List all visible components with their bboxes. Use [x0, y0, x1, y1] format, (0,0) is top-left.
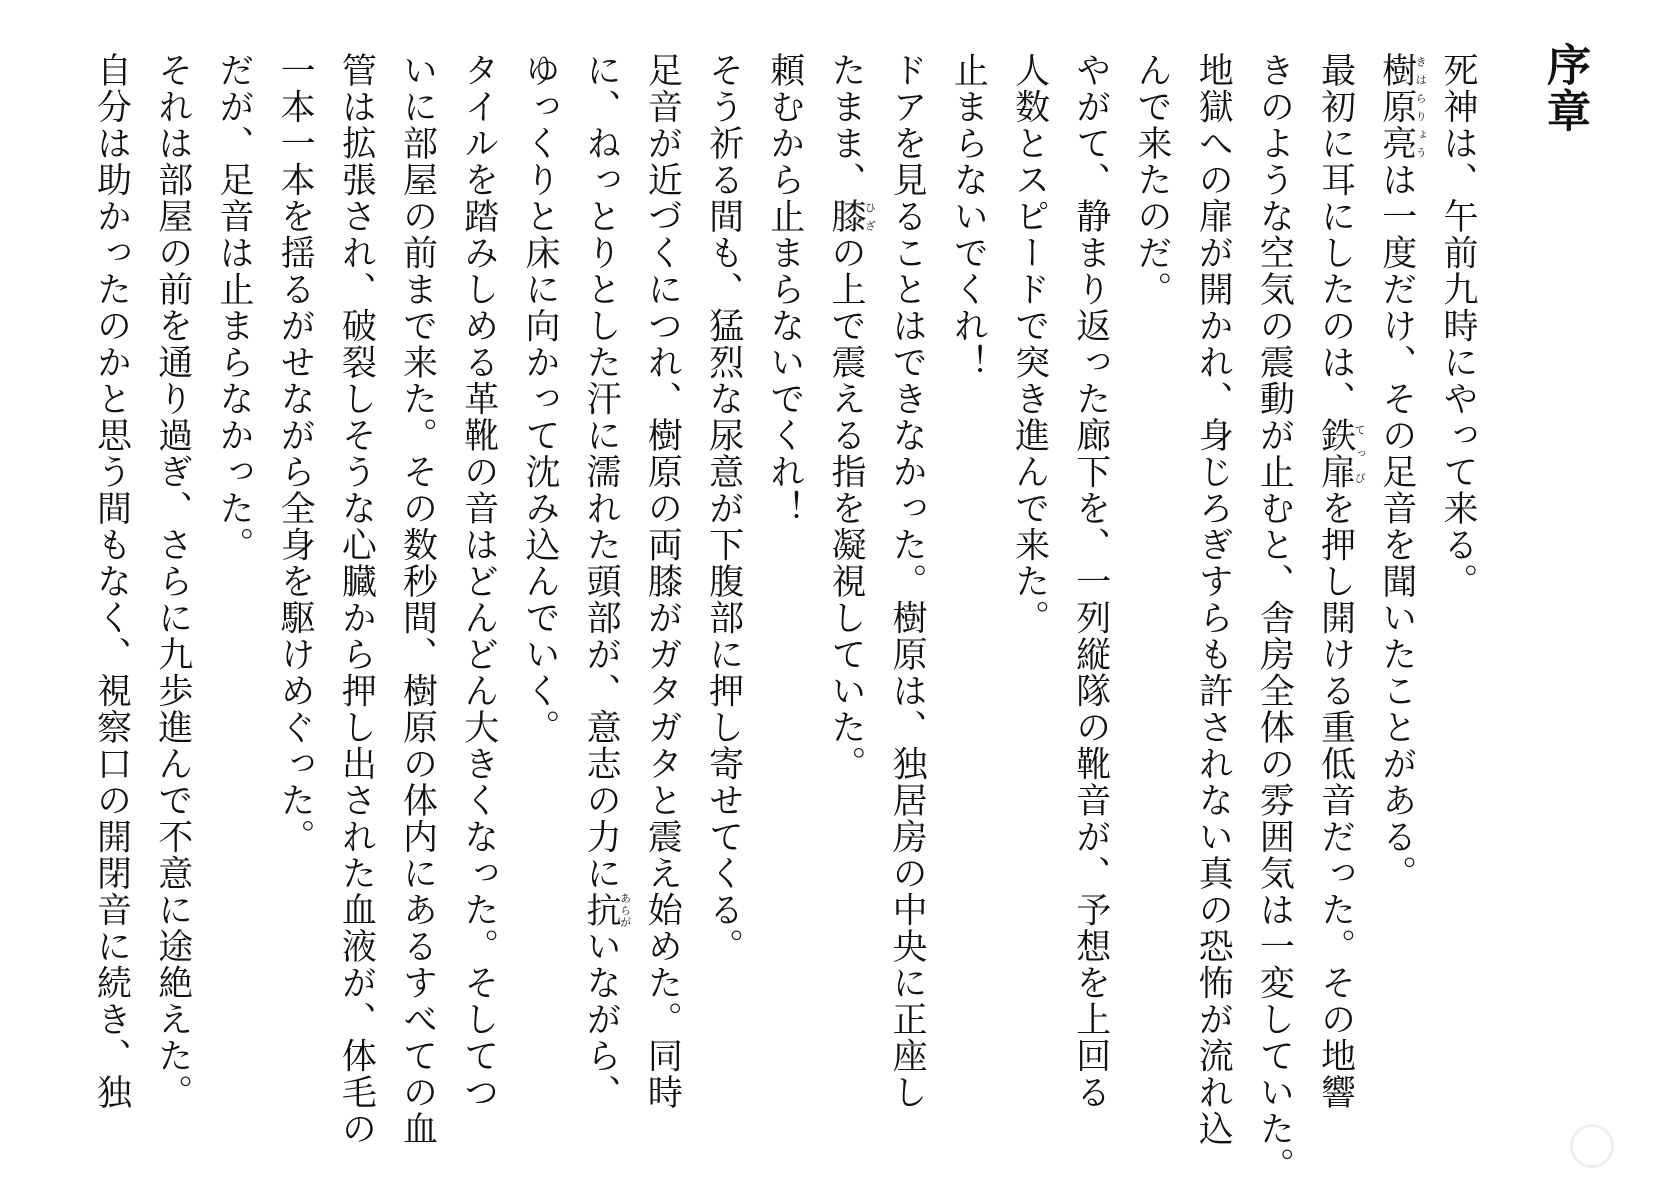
ruby-reading: てっぴ	[1353, 417, 1367, 490]
text-line	[631, 52, 692, 1122]
text-line	[203, 52, 264, 1122]
line-text: ゆっくりと床に向かって沈み込んでいく。	[519, 52, 560, 746]
line-text: 人数とスピードで突き進んで来た。	[1009, 52, 1050, 636]
text-line	[264, 52, 325, 1122]
line-text: 足音が近づくにつれ、樹原の両膝がガタガタと震え始めた。同時	[642, 52, 683, 1111]
ruby-annotated-word	[581, 891, 632, 929]
text-line	[1243, 52, 1304, 1184]
ruby-base: 鉄扉	[1315, 417, 1356, 490]
line-text: それは部屋の前を通り過ぎ、さらに九歩進んで不意に途絶えた。	[152, 52, 193, 1111]
line-text: ドアを見ることはできなかった。樹原は、独居房の中央に正座し	[887, 52, 928, 1111]
line-text-after-ruby: を押し開ける重低音だった。その地響	[1315, 490, 1356, 1111]
text-line	[815, 52, 876, 1122]
line-text: だが、足音は止まらなかった。	[213, 52, 254, 563]
page-corner-mark	[1570, 1124, 1614, 1168]
line-text: きのような空気の震動が止むと、舎房全体の雰囲気は一変していた。	[1254, 52, 1295, 1184]
text-line	[1366, 52, 1427, 1122]
ruby-annotated-word	[1315, 417, 1367, 490]
text-line	[1060, 52, 1121, 1122]
vertical-body-text	[80, 52, 1488, 1184]
text-line	[1427, 52, 1488, 1122]
line-text: 管は拡張され、破裂しそうな心臓から押し出された血液が、体毛の	[336, 52, 377, 1147]
text-line	[692, 52, 753, 1122]
ruby-base: 樹原亮	[1376, 52, 1417, 162]
line-text: 一本一本を揺るがせながら全身を駆けめぐった。	[275, 52, 316, 855]
line-text: んで来たのだ。	[1131, 52, 1172, 308]
line-text: そう祈る間も、猛烈な尿意が下腹部に押し寄せてくる。	[703, 52, 744, 965]
text-line	[142, 52, 203, 1122]
line-text: いに部屋の前まで来た。その数秒間、樹原の体内にあるすべての血	[397, 52, 438, 1147]
line-text-after-ruby: は一度だけ、その足音を聞いたことがある。	[1376, 161, 1417, 892]
text-line	[1121, 52, 1182, 1122]
text-line	[448, 52, 509, 1122]
text-line	[754, 52, 815, 1122]
text-line	[998, 52, 1059, 1122]
text-line	[937, 52, 998, 1122]
text-line	[80, 52, 141, 1122]
line-text-after-ruby: いながら、	[581, 928, 622, 1111]
ruby-reading: ひざ	[863, 198, 877, 235]
line-text: 死神は、午前九時にやって来る。	[1438, 52, 1478, 600]
line-text-before-ruby: に、ねっとりとした汗に濡れた頭部が、意志の力に	[581, 52, 622, 892]
line-text: 地獄への扉が開かれ、身じろぎすらも許されない真の恐怖が流れ込	[1193, 52, 1234, 1147]
ruby-annotated-word	[1376, 52, 1428, 162]
line-text: タイルを踏みしめる革靴の音はどんどん大きくなった。そしてつ	[458, 52, 499, 1111]
ruby-reading: あらが	[618, 891, 632, 928]
ruby-base: 膝	[825, 198, 866, 235]
ruby-reading: きはらりょう	[1414, 52, 1428, 162]
text-line	[509, 52, 570, 1122]
line-text-after-ruby: の上で震える指を凝視していた。	[825, 234, 866, 782]
line-text-before-ruby: 最初に耳にしたのは、	[1315, 52, 1356, 417]
line-text: 自分は助かったのかと思う間もなく、視察口の開閉音に続き、独	[91, 52, 132, 1111]
text-line	[876, 52, 937, 1122]
ruby-base: 抗	[581, 891, 622, 928]
chapter-title: 序章	[1539, 42, 1590, 134]
text-line	[325, 52, 386, 1147]
line-text: 頼むから止まらないでくれ！	[764, 52, 805, 527]
line-text: 止まらないでくれ！	[948, 52, 989, 381]
text-line	[1182, 52, 1243, 1147]
text-line	[570, 52, 631, 1122]
ruby-annotated-word	[825, 198, 877, 235]
line-text: やがて、静まり返った廊下を、一列縦隊の靴音が、予想を上回る	[1070, 52, 1111, 1111]
text-line	[386, 52, 447, 1147]
line-text-before-ruby: たまま、	[825, 52, 866, 198]
text-line	[1304, 52, 1365, 1122]
